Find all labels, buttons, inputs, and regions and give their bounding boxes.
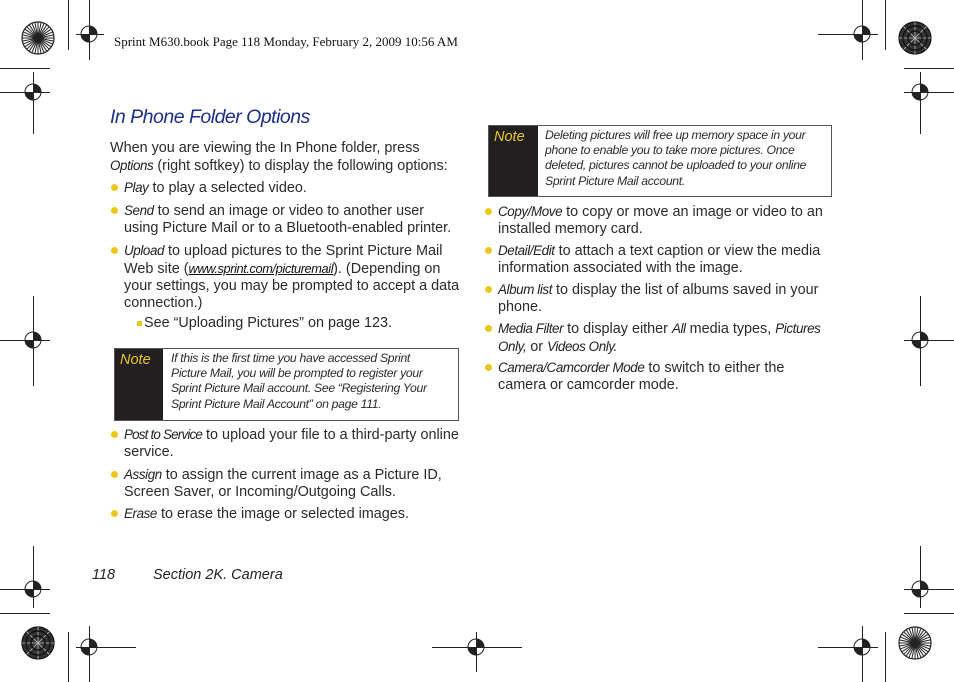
option-term: Album list: [498, 282, 553, 297]
option-media-filter: [498, 320, 843, 356]
option-term: Videos Only.: [547, 339, 617, 354]
option-term: Post to Service: [124, 427, 203, 442]
option-play: [124, 179, 464, 197]
bullet-dot: [485, 286, 492, 293]
note-tab: [489, 126, 538, 196]
option-text: to switch to either the: [644, 360, 785, 376]
print-slug: Sprint M630.book Page 118 Monday, February 2, 2009 10:56 AM: [114, 34, 458, 49]
intro-line-1: When you are viewing the In Phone folder, press: [110, 140, 420, 156]
bullet-dot: [111, 471, 118, 478]
note-line: If this is the first time you have accessed Sprint: [171, 351, 411, 365]
picturemail-link[interactable]: www.sprint.com/picturemail: [188, 261, 334, 276]
option-camera-camcorder-mode: [498, 359, 843, 394]
option-term: Pictures: [775, 321, 821, 336]
option-album-list: [498, 281, 843, 316]
option-text: to copy or move an image or video to an: [562, 204, 823, 220]
option-text: phone.: [498, 299, 543, 315]
option-text: Screen Saver, or Incoming/Outgoing Calls.: [124, 484, 396, 500]
option-text: your settings, you may be prompted to accept a data: [124, 278, 460, 294]
page-number: 118: [92, 567, 116, 583]
sub-bullet-square: [137, 321, 142, 326]
option-term: Copy/Move: [498, 204, 563, 219]
bullet-dot: [111, 247, 118, 254]
note-line: Deleting pictures will free up memory space in your: [545, 128, 806, 142]
option-term: Play: [124, 180, 149, 195]
note-text: [545, 128, 829, 189]
option-send: [124, 202, 469, 237]
option-upload: [124, 242, 469, 312]
option-text: to upload pictures to the Sprint Picture Mail: [164, 243, 443, 259]
option-text: camera or camcorder mode.: [498, 377, 679, 393]
option-term: Assign: [124, 467, 162, 482]
option-detail-edit: [498, 242, 843, 277]
option-erase: [124, 505, 469, 523]
option-term: Upload: [124, 243, 165, 258]
bullet-dot: [485, 364, 492, 371]
note-label: Note: [494, 129, 525, 145]
option-text: to display the list of albums saved in your: [552, 282, 819, 298]
option-text: to attach a text caption or view the media: [554, 243, 821, 259]
note-line: Sprint Picture Mail account. See “Registering Your: [171, 381, 427, 396]
option-text: installed memory card.: [498, 221, 643, 237]
option-term: Camera/Camcorder Mode: [498, 360, 645, 375]
note-line: Sprint Picture Mail account.: [545, 173, 685, 188]
note-line: Picture Mail, you will be prompted to register your: [171, 366, 423, 381]
section-label: Section 2K. Camera: [153, 567, 283, 583]
note-box: [114, 348, 459, 421]
option-text: to display either: [563, 321, 672, 337]
bullet-dot: [485, 247, 492, 254]
option-text: to assign the current image as a Picture ID,: [161, 467, 442, 483]
note-line: deleted, pictures cannot be uploaded to your online: [545, 158, 807, 173]
note-label: Note: [120, 352, 151, 368]
option-text: using Picture Mail or to a Bluetooth-enabled printer.: [124, 220, 452, 236]
option-text: to upload your file to a third-party online: [202, 427, 459, 443]
bullet-dot: [111, 510, 118, 517]
bullet-dot: [111, 207, 118, 214]
option-text: to send an image or video to another user: [153, 203, 425, 219]
option-copy-move: [498, 203, 843, 238]
option-text: Web site (: [124, 261, 189, 277]
option-term: All: [671, 321, 686, 336]
option-text: connection.): [124, 295, 203, 311]
option-term: Media Filter: [498, 321, 564, 336]
intro-paragraph: [110, 140, 460, 175]
option-assign: [124, 466, 469, 501]
note-tab: [115, 349, 163, 420]
bullet-dot: [111, 184, 118, 191]
option-text: ). (Depending on: [333, 261, 441, 277]
bullet-dot: [485, 325, 492, 332]
bullet-dot: [111, 431, 118, 438]
page-title: In Phone Folder Options: [110, 106, 310, 128]
option-text: service.: [124, 444, 174, 460]
option-term: Detail/Edit: [498, 243, 555, 258]
cross-reference: See “Uploading Pictures” on page 123.: [144, 315, 392, 331]
option-text: to erase the image or selected images.: [156, 506, 409, 522]
note-text: [171, 351, 456, 412]
option-text: media types,: [685, 321, 776, 337]
note-box: [488, 125, 832, 197]
bullet-dot: [485, 208, 492, 215]
note-line: Sprint Picture Mail Account” on page 111.: [171, 396, 382, 411]
option-text: to play a selected video.: [148, 180, 307, 196]
note-line: phone to enable you to take more pictures. Once: [545, 143, 795, 158]
option-term: Erase: [124, 506, 157, 521]
option-term: Only,: [498, 339, 527, 354]
option-text: information associated with the image.: [498, 260, 743, 276]
option-text: or: [526, 339, 548, 355]
intro-term: Options: [110, 158, 154, 173]
intro-text: (right softkey) to display the following options:: [153, 158, 448, 174]
option-post-to-service: [124, 426, 469, 461]
option-term: Send: [124, 203, 154, 218]
